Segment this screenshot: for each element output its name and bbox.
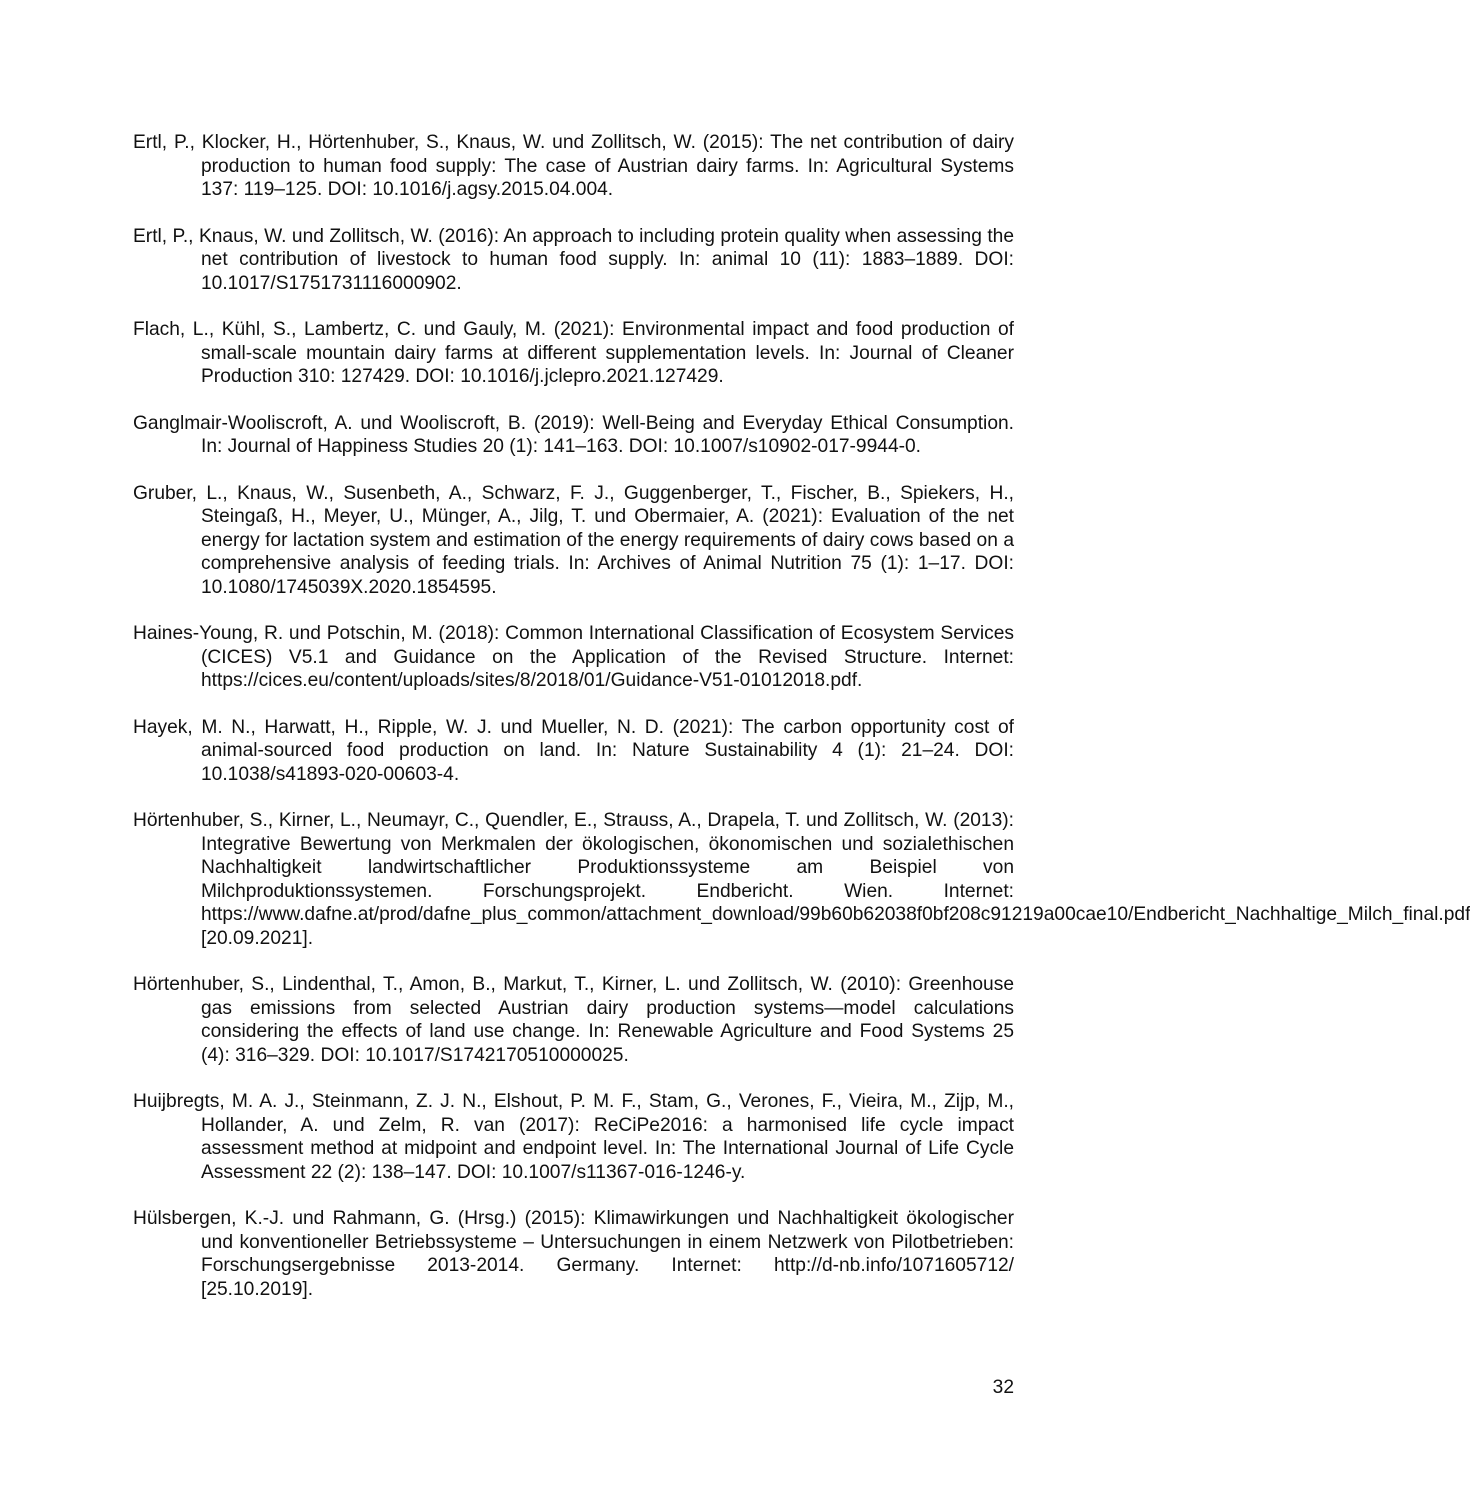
page-number: 32 xyxy=(992,1377,1014,1398)
reference-entry: Flach, L., Kühl, S., Lambertz, C. und Gauly, M. (2021): Environmental impact and food production of small-scale mountain dairy farms at different supplementation levels. In: Journal of Cleaner Production 310: 127429. DOI: 10.1016/j.jclepro.2021.127429. xyxy=(133,319,1014,387)
reference-list xyxy=(133,131,1470,1324)
reference-entry: Hörtenhuber, S., Kirner, L., Neumayr, C., Quendler, E., Strauss, A., Drapela, T. und Zollitsch, W. (2013): Integrative Bewertung von Merkmalen der ökologischen, ökonomischen und sozialethischen Nachhaltigkeit landwirtschaftlicher Produktionssysteme am Beispiel von Milchproduktionssystemen. Forschungsprojekt. Endbericht. Wien. Internet: https://www.dafne.at/prod/dafne_plus_common/attachment_download/99b60b62038f0bf208c91219a00cae10/Endbericht_Nachhaltige_Milch_final.pdf [20.09.2021]. xyxy=(133,810,1470,949)
reference-entry: Ertl, P., Knaus, W. und Zollitsch, W. (2016): An approach to including protein quality when assessing the net contribution of livestock to human food supply. In: animal 10 (11): 1883–1889. DOI: 10.1017/S1751731116000902. xyxy=(133,225,1014,294)
reference-entry: Haines-Young, R. und Potschin, M. (2018): Common International Classification of Ecosystem Services (CICES) V5.1 and Guidance on the Application of the Revised Structure. Internet: https://cices.eu/content/uploads/sites/8/2018/01/Guidance-V51-01012018.pdf. xyxy=(133,623,1014,691)
reference-entry: Ertl, P., Klocker, H., Hörtenhuber, S., Knaus, W. und Zollitsch, W. (2015): The net contribution of dairy production to human food supply: The case of Austrian dairy farms. In: Agricultural Systems 137: 119–125. DOI: 10.1016/j.agsy.2015.04.004. xyxy=(133,132,1014,200)
reference-entry: Gruber, L., Knaus, W., Susenbeth, A., Schwarz, F. J., Guggenberger, T., Fischer, B., Spiekers, H., Steingaß, H., Meyer, U., Münger, A., Jilg, T. und Obermaier, A. (2021): Evaluation of the net energy for lactation system and estimation of the energy requirements of dairy cows based on a comprehensive analysis of feeding trials. In: Archives of Animal Nutrition 75 (1): 1–17. DOI: 10.1080/1745039X.2020.1854595. xyxy=(133,482,1014,598)
reference-entry: Hülsbergen, K.-J. und Rahmann, G. (Hrsg.) (2015): Klimawirkungen und Nachhaltigkeit ökologischer und konventioneller Betriebssysteme – Untersuchungen in einem Netzwerk von Pilotbetrieben: Forschungsergebnisse 2013-2014. Germany. Internet: http://d-nb.info/1071605712/ [25.10.2019]. xyxy=(133,1208,1014,1300)
reference-entry: Huijbregts, M. A. J., Steinmann, Z. J. N., Elshout, P. M. F., Stam, G., Verones, F., Vieira, M., Zijp, M., Hollander, A. und Zelm, R. van (2017): ReCiPe2016: a harmonised life cycle impact assessment method at midpoint and endpoint level. In: The International Journal of Life Cycle Assessment 22 (2): 138–147. DOI: 10.1007/s11367-016-1246-y. xyxy=(133,1091,1014,1183)
reference-entry: Hörtenhuber, S., Lindenthal, T., Amon, B., Markut, T., Kirner, L. und Zollitsch, W. (2010): Greenhouse gas emissions from selected Austrian dairy production systems—model calculations considering the effects of land use change. In: Renewable Agriculture and Food Systems 25 (4): 316–329. DOI: 10.1017/S1742170510000025. xyxy=(133,974,1014,1066)
reference-entry: Ganglmair-Wooliscroft, A. und Wooliscroft, B. (2019): Well-Being and Everyday Ethical Consumption. In: Journal of Happiness Studies 20 (1): 141–163. DOI: 10.1007/s10902-017-9944-0. xyxy=(133,412,1014,457)
reference-entry: Hayek, M. N., Harwatt, H., Ripple, W. J. und Mueller, N. D. (2021): The carbon opportunity cost of animal-sourced food production on land. In: Nature Sustainability 4 (1): 21–24. DOI: 10.1038/s41893-020-00603-4. xyxy=(133,716,1014,785)
